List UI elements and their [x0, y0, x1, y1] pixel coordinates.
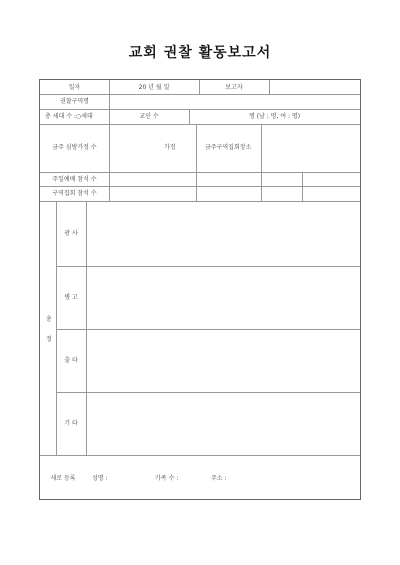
reporter-label: 보고자 — [225, 84, 243, 91]
date-value[interactable]: 20 년 월 일 — [138, 84, 170, 91]
section-label-2: 병 고 — [64, 294, 78, 301]
households-label: 총 세대 수 :○세대 — [45, 113, 93, 120]
district-label: 권찰구역명 — [60, 98, 89, 105]
report-form — [39, 79, 361, 500]
section-label-1: 광 사 — [64, 230, 78, 237]
general-label-char-1: 총 — [46, 316, 52, 323]
page-title: 교회 권찰 활동보고서 — [128, 45, 272, 61]
registration-family-label: 가족 수 : — [155, 475, 179, 482]
section-label-4: 기 타 — [64, 420, 78, 427]
members-label: 교인 수 — [139, 113, 159, 120]
registration-label: 새로 등록 — [50, 475, 76, 482]
sunday-attendance-label: 주일예배 참석 수 — [52, 176, 97, 183]
absent-unit: 가정 — [164, 144, 176, 151]
absent-label: 금주 심방가정 수 — [52, 144, 97, 151]
general-label-char-2: 정 — [46, 336, 52, 343]
date-label: 일자 — [68, 84, 81, 91]
place-label: 금주구역집회장소 — [205, 144, 252, 151]
registration-name-label: 성명 : — [92, 475, 108, 482]
section-label-3: 출 타 — [64, 357, 78, 364]
members-value: 명 (남 : 명, 여 : 명) — [249, 113, 301, 120]
registration-address-label: 주소 : — [211, 475, 227, 482]
meeting-attendance-label: 구역집회 참석 수 — [52, 190, 97, 197]
